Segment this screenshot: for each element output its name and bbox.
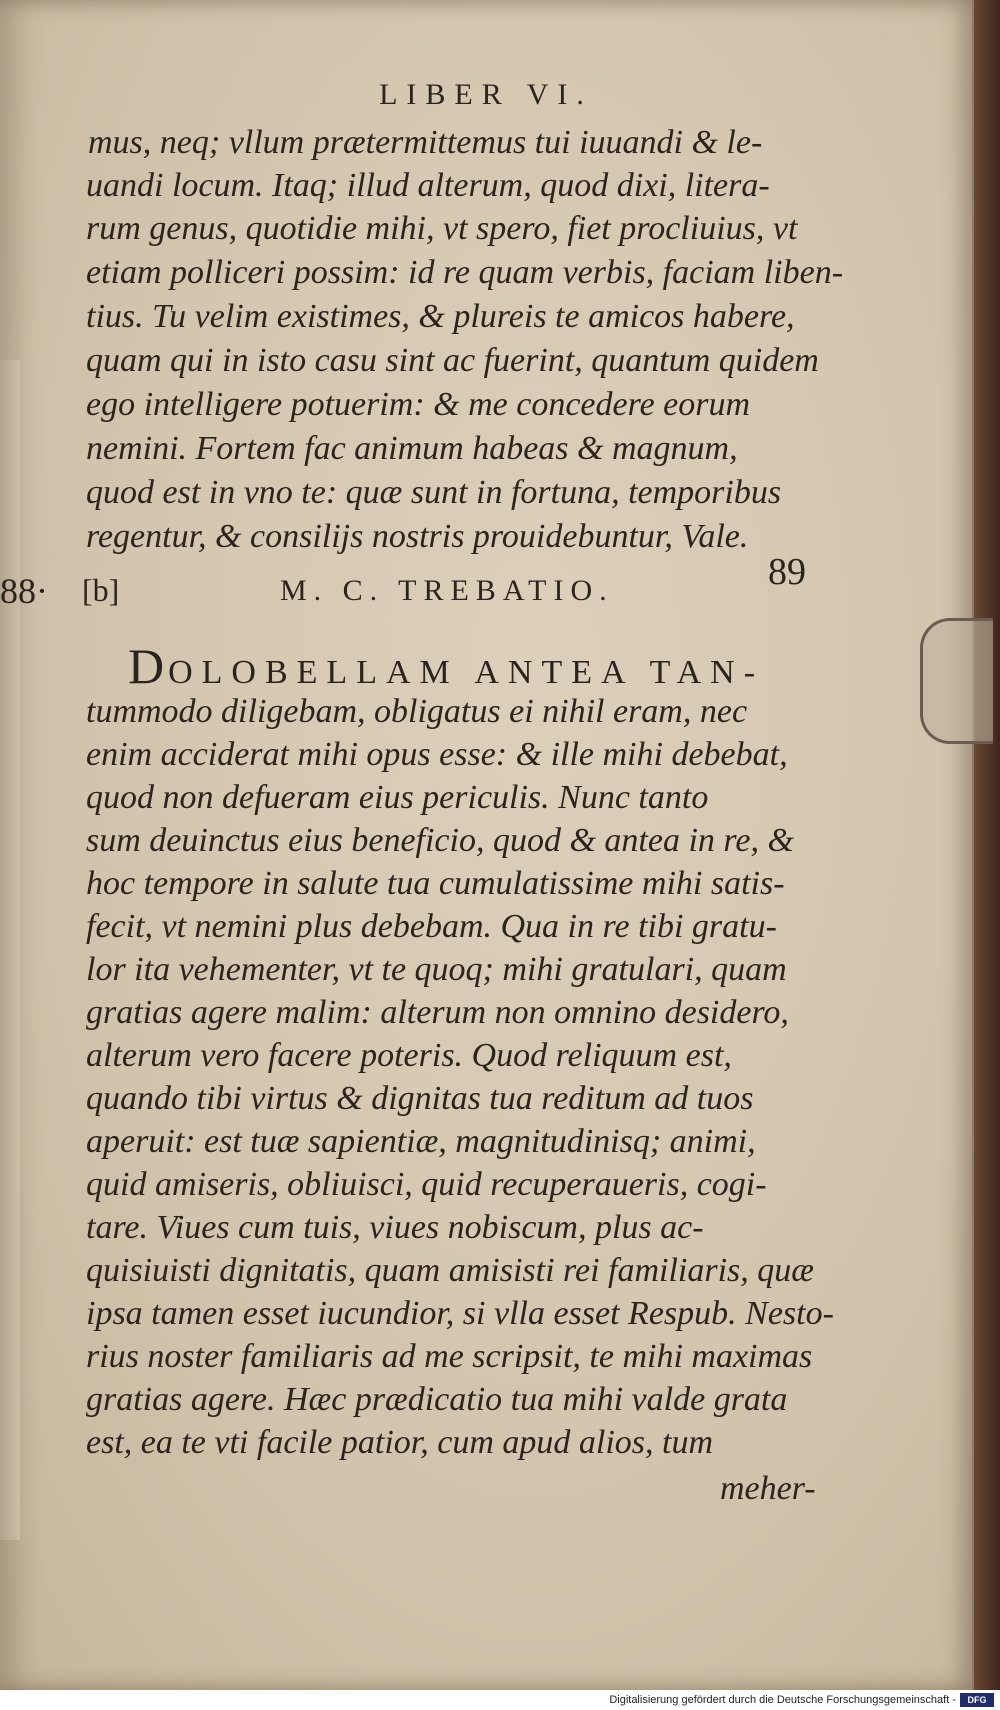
text-line: tare. Viues cum tuis, viues nobiscum, plus ac- xyxy=(86,1209,704,1246)
text-line: uandi locum. Itaq; illud alterum, quod dixi, litera- xyxy=(86,167,770,204)
text-line: alterum vero facere poteris. Quod reliquum est, xyxy=(86,1037,732,1074)
opening-line xyxy=(128,637,764,695)
text-line: fecit, vt nemini plus debebam. Qua in re tibi gratu- xyxy=(86,908,777,945)
text-line: etiam polliceri possim: id re quam verbis, faciam liben- xyxy=(86,254,844,291)
page-clip xyxy=(920,618,993,744)
book-cover-edge xyxy=(972,0,1000,1690)
text-line: sum deuinctus eius beneficio, quod & antea in re, & xyxy=(86,822,794,859)
previous-page-edge xyxy=(0,360,20,1540)
margin-number: 88· xyxy=(0,571,48,611)
page-number: 89 xyxy=(768,551,806,593)
text-line: gratias agere. Hæc prædicatio tua mihi valde grata xyxy=(86,1381,788,1418)
text-line: quisiuisti dignitatis, quam amisisti rei familiaris, quæ xyxy=(86,1252,814,1289)
text-line: aperuit: est tuæ sapientiæ, magnitudinisq; animi, xyxy=(86,1123,756,1160)
text-line: ipsa tamen esset iucundior, si vlla esset Respub. Nesto- xyxy=(86,1295,834,1332)
text-line: lor ita vehementer, vt te quoq; mihi gratulari, quam xyxy=(86,951,787,988)
text-line: quod non defueram eius periculis. Nunc tanto xyxy=(86,779,709,816)
footer-credit: Digitalisierung gefördert durch die Deutsche Forschungsgemeinschaft - xyxy=(609,1694,956,1707)
text-line: enim acciderat mihi opus esse: & ille mihi debebat, xyxy=(86,736,788,773)
text-line: tius. Tu velim existimes, & plureis te amicos habere, xyxy=(86,298,795,335)
text-line: quando tibi virtus & dignitas tua reditum ad tuos xyxy=(86,1080,754,1117)
text-line: regentur, & consilijs nostris prouidebuntur, Vale. xyxy=(86,518,749,555)
dfg-logo: DFG xyxy=(960,1693,994,1707)
drop-cap: D xyxy=(128,638,169,694)
bracket-mark: [b] xyxy=(82,572,120,608)
text-line: est, ea te vti facile patior, cum apud alios, tum xyxy=(86,1424,714,1461)
letter-heading xyxy=(0,551,972,611)
text-line: quod est in vno te: quæ sunt in fortuna, temporibus xyxy=(86,474,782,511)
text-line: nemini. Fortem fac animum habeas & magnum, xyxy=(86,430,738,467)
text-line: tummodo diligebam, obligatus ei nihil eram, nec xyxy=(86,693,748,730)
text-line: mus, neq; vllum prætermittemus tui iuuandi & le- xyxy=(88,124,763,161)
opening-text: OLOBELLAM ANTEA TAN- xyxy=(168,654,765,691)
text-line: ego intelligere potuerim: & me concedere eorum xyxy=(86,386,751,423)
running-head: LIBER VI. xyxy=(379,78,593,111)
text-line: gratias agere malim: alterum non omnino desidero, xyxy=(86,994,789,1031)
text-line: rum genus, quotidie mihi, vt spero, fiet procliuius, vt xyxy=(86,210,798,247)
digitization-footer xyxy=(0,1690,1000,1710)
text-line: quam qui in isto casu sint ac fuerint, quantum quidem xyxy=(86,342,819,379)
text-line: hoc tempore in salute tua cumulatissime mihi satis- xyxy=(86,865,785,902)
catchword: meher- xyxy=(720,1470,816,1507)
text-line: quid amiseris, obliuisci, quid recuperaueris, cogi- xyxy=(86,1166,767,1203)
letter-addressee: M. C. TREBATIO. xyxy=(280,574,614,607)
text-line: rius noster familiaris ad me scripsit, te mihi maximas xyxy=(86,1338,813,1375)
